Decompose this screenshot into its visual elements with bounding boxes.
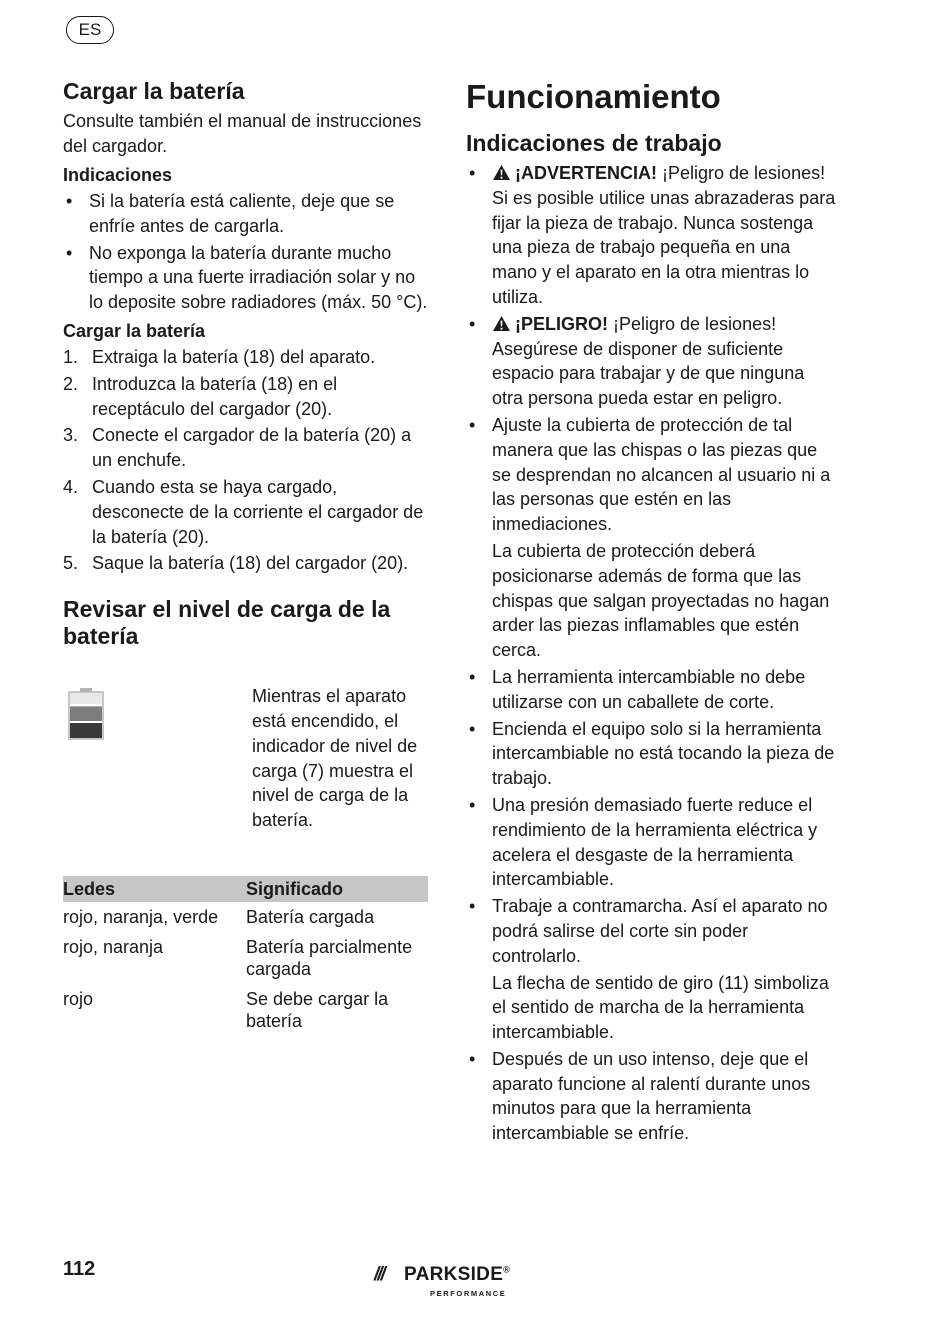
- heading-indicaciones-trabajo: Indicaciones de trabajo: [466, 130, 722, 156]
- page-number: 112: [63, 1258, 96, 1280]
- heading-indicaciones: Indicaciones: [63, 165, 173, 185]
- brand-slashes: ///: [374, 1264, 384, 1285]
- bullet-icon: •: [469, 666, 476, 687]
- list-item: 1. Extraiga la batería (18) del aparato.: [63, 346, 376, 367]
- list-item-text: Trabaje a contramarcha. Así el aparato no podrá salirse del corte sin poder controlarlo.: [492, 896, 828, 966]
- heading-revisar-nivel: Revisar el nivel de carga de la batería: [63, 596, 391, 650]
- bullet-icon: •: [469, 1048, 476, 1069]
- list-item-text: Después de un uso intenso, deje que el aparato funcione al ralentí durante unos minutos para que la herramienta intercambiable se enfríe.: [492, 1048, 811, 1144]
- table-cell: rojo, naranja, verde: [63, 907, 219, 928]
- list-item: • Si la batería está caliente, deje que se enfríe antes de cargarla.: [66, 191, 395, 236]
- list-item-text: Una presión demasiado fuerte reduce el rendimiento de la herramienta eléctrica y acelera el desgaste de la herramienta intercambiable.: [492, 794, 818, 890]
- left-column: [63, 78, 431, 1036]
- list-item: [466, 161, 836, 310]
- bullet-icon: •: [469, 718, 476, 739]
- warning-triangle-icon: [492, 315, 511, 332]
- list-item: [466, 413, 836, 663]
- bullet-icon: •: [66, 191, 73, 211]
- bullet-icon: •: [469, 163, 476, 183]
- work-instructions-list: [466, 161, 836, 1146]
- list-item: [466, 1047, 836, 1146]
- table-cell: rojo: [63, 989, 94, 1010]
- brand-logo: [374, 1262, 524, 1302]
- bullet-icon: •: [469, 313, 476, 334]
- warning-triangle-icon: [492, 164, 511, 181]
- list-item: [466, 717, 836, 791]
- table-cell: rojo, naranja: [63, 937, 164, 958]
- brand-subtitle: PERFORMANCE: [430, 1289, 507, 1298]
- bullet-icon: •: [469, 896, 476, 917]
- list-item: 4. Cuando esta se haya cargado, desconecte de la corriente el cargador de la batería (20).: [63, 476, 424, 547]
- warning-lead: ¡PELIGRO!: [515, 313, 608, 334]
- list-item: 3. Conecte el cargador de la batería (20) a un enchufe.: [63, 425, 412, 471]
- list-item: 5. Saque la batería (18) del cargador (20).: [63, 553, 409, 574]
- indicaciones-list: [63, 189, 431, 315]
- table-header-row: [63, 876, 428, 902]
- list-item-text: Encienda el equipo solo si la herramienta intercambiable no está tocando la pieza de trabajo.: [492, 718, 835, 789]
- right-column: [466, 78, 836, 1148]
- list-item: • No exponga la batería durante mucho tiempo a una fuerte irradiación solar y no lo deposite sobre radiadores (máx. 50 °C).: [66, 242, 428, 313]
- language-badge: ES: [66, 16, 114, 44]
- warning-lead: ¡ADVERTENCIA!: [515, 163, 657, 183]
- bullet-icon: •: [469, 414, 476, 435]
- list-item: [466, 793, 836, 892]
- list-item-text: Ajuste la cubierta de protección de tal manera que las chispas o las piezas que se desprendan no alcancen al usuario ni a las personas que estén en las inmediaciones.: [492, 414, 831, 535]
- led-table: [63, 876, 428, 1036]
- list-item-text: ¡Peligro de lesiones! Asegúrese de disponer de suficiente espacio para trabajar y de que ninguna otra persona pueda estar en peligro.: [492, 313, 805, 409]
- list-item-text: La herramienta intercambiable no debe utilizarse con un caballete de corte.: [492, 666, 806, 712]
- column-header: Significado: [246, 876, 428, 902]
- battery-level-text: Mientras el aparato está encendido, el indicador de nivel de carga (7) muestra el nivel de carga de la batería.: [252, 686, 418, 831]
- table-row: [63, 984, 428, 1036]
- table-cell: Batería cargada: [246, 907, 375, 928]
- table-row: [63, 902, 428, 932]
- battery-icon: [68, 688, 104, 740]
- list-item-extra: La flecha de sentido de giro (11) simboliza el sentido de marcha de la herramienta intercambiable.: [492, 972, 829, 1043]
- list-item: [466, 665, 836, 715]
- table-cell: Batería parcialmente cargada: [246, 937, 413, 980]
- list-item: [466, 312, 836, 411]
- list-item-text: ¡Peligro de lesiones! Si es posible utilice unas abrazaderas para fijar la pieza de trabajo. Nunca sostenga una pieza de trabajo pequeña en una mano y el aparato en la otra mientras lo utiliza.: [492, 163, 836, 307]
- table-cell: Se debe cargar la batería: [246, 989, 389, 1032]
- list-item: [466, 894, 836, 1045]
- heading-cargar-bateria: Cargar la batería: [63, 78, 245, 104]
- heading-cargar-sub: Cargar la batería: [63, 320, 206, 341]
- steps-list: [63, 345, 431, 576]
- table-row: [63, 932, 428, 984]
- intro-text: Consulte también el manual de instrucciones del cargador.: [63, 111, 422, 156]
- heading-funcionamiento: Funcionamiento: [466, 78, 721, 115]
- battery-level-block: [63, 684, 431, 860]
- brand-name: PARKSIDE®: [404, 1264, 511, 1285]
- list-item-extra: La cubierta de protección deberá posicionarse además de forma que las chispas que salgan proyectadas no hagan arder las piezas inflamables que estén cerca.: [492, 540, 830, 661]
- column-header: Ledes: [63, 876, 246, 902]
- list-item: 2. Introduzca la batería (18) en el receptáculo del cargador (20).: [63, 373, 338, 419]
- bullet-icon: •: [66, 242, 73, 263]
- bullet-icon: •: [469, 794, 476, 815]
